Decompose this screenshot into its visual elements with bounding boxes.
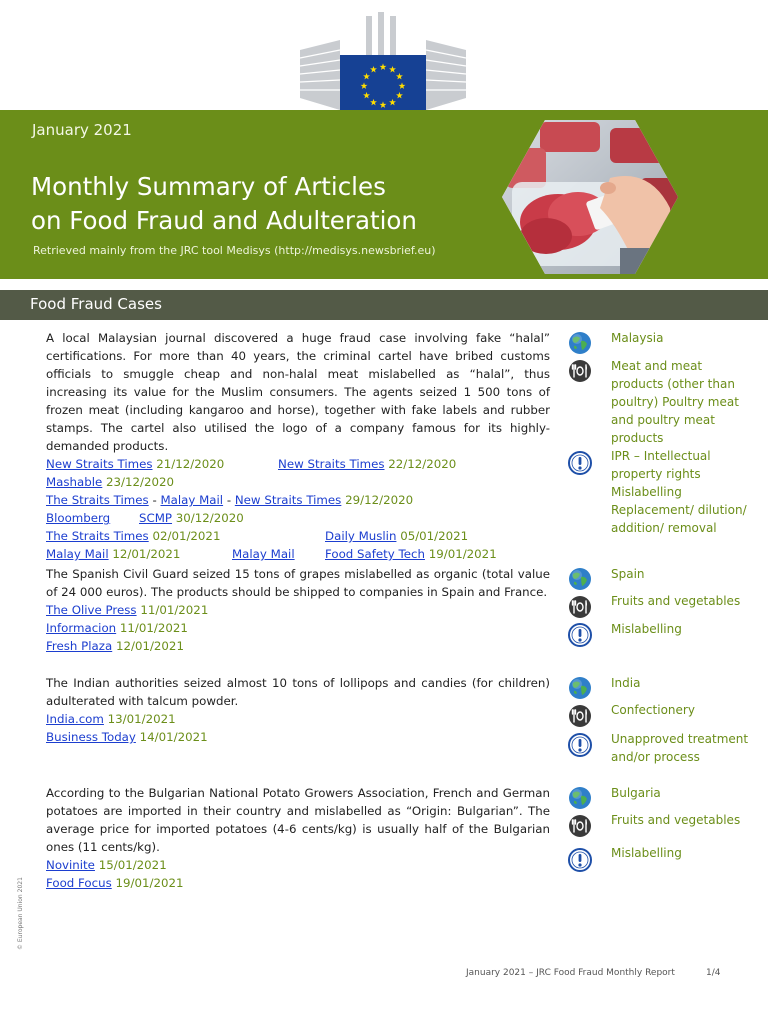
eu-star bbox=[363, 92, 370, 99]
page-number: 1/4 bbox=[706, 968, 721, 978]
eu-star bbox=[396, 92, 403, 99]
source-line bbox=[46, 601, 550, 619]
meat-package-photo bbox=[500, 118, 680, 276]
globe-icon bbox=[568, 786, 592, 810]
eu-star bbox=[370, 99, 377, 106]
source-date: 23/12/2020 bbox=[106, 475, 175, 489]
source-line bbox=[46, 874, 550, 892]
source-date: 12/01/2021 bbox=[115, 639, 184, 653]
source-entry bbox=[46, 619, 188, 637]
source-link[interactable]: India.com bbox=[46, 712, 104, 726]
source-entry bbox=[46, 601, 208, 619]
article-india bbox=[46, 674, 550, 746]
source-date: 11/01/2021 bbox=[119, 621, 188, 635]
source-link[interactable]: Food Focus bbox=[46, 876, 112, 890]
source-entry bbox=[46, 710, 176, 728]
source-date: 05/01/2021 bbox=[400, 529, 469, 543]
eu-flag bbox=[340, 55, 426, 117]
source-link[interactable]: New Straits Times bbox=[46, 457, 153, 471]
eu-star bbox=[380, 101, 387, 108]
source-line bbox=[46, 455, 550, 473]
eu-star bbox=[389, 99, 396, 106]
source-link[interactable]: Food Safety Tech bbox=[325, 547, 425, 561]
cutlery-icon bbox=[568, 359, 592, 383]
source-line bbox=[46, 545, 550, 563]
source-date: 21/12/2020 bbox=[156, 457, 225, 471]
source-entry bbox=[278, 455, 456, 473]
eu-star bbox=[399, 82, 406, 89]
source-line bbox=[46, 637, 550, 655]
source-entry bbox=[46, 509, 110, 527]
source-link[interactable]: Fresh Plaza bbox=[46, 639, 113, 653]
source-entry bbox=[46, 874, 183, 892]
source-link[interactable]: New Straits Times bbox=[278, 457, 385, 471]
exclamation-icon bbox=[568, 451, 592, 475]
source-date: 19/01/2021 bbox=[115, 876, 184, 890]
eu-star bbox=[389, 66, 396, 73]
source-link[interactable]: The Straits Times bbox=[46, 493, 149, 507]
source-date: 15/01/2021 bbox=[98, 858, 167, 872]
category-tag: Confectionery bbox=[611, 703, 695, 717]
exclamation-icon bbox=[568, 733, 592, 757]
source-link[interactable]: Daily Muslin bbox=[325, 529, 397, 543]
article-text: According to the Bulgarian National Potato Growers Association, French and German potatoes are imported in their country and mislabelled as “Origin: Bulgarian”. The average price for imported potatoes (4-6 cents/kg) is usually half of the Bulgarian ones (11 cents/kg). bbox=[46, 786, 550, 854]
source-entry bbox=[46, 545, 180, 563]
source-link[interactable]: Informacion bbox=[46, 621, 117, 635]
country-tag: Bulgaria bbox=[611, 786, 661, 800]
source-link[interactable]: Malay Mail bbox=[46, 547, 109, 561]
cutlery-icon bbox=[568, 704, 592, 728]
source-link[interactable]: The Olive Press bbox=[46, 603, 137, 617]
source-entry bbox=[46, 455, 224, 473]
copyright-text: © European Union 2021 bbox=[17, 877, 24, 950]
copyright-notice bbox=[17, 877, 27, 960]
section-header bbox=[0, 290, 768, 320]
exclamation-icon bbox=[568, 623, 592, 647]
source-line bbox=[46, 491, 550, 509]
source-date: 22/12/2020 bbox=[388, 457, 457, 471]
source-date: 11/01/2021 bbox=[140, 603, 209, 617]
source-line bbox=[46, 856, 550, 874]
category-tag: Fruits and vegetables bbox=[611, 594, 741, 608]
country-tag: India bbox=[611, 676, 641, 690]
issue-tag: Mislabelling bbox=[611, 846, 682, 860]
source-entry bbox=[325, 545, 497, 563]
source-date: 14/01/2021 bbox=[139, 730, 208, 744]
source-line bbox=[46, 473, 550, 491]
globe-icon bbox=[568, 331, 592, 355]
eu-star bbox=[380, 63, 387, 70]
category-tag: Fruits and vegetables bbox=[611, 813, 741, 827]
article-text: The Indian authorities seized almost 10 tons of lollipops and candies (for children) adulterated with talcum powder. bbox=[46, 676, 550, 708]
source-link[interactable]: Bloomberg bbox=[46, 511, 111, 525]
source-line bbox=[46, 710, 550, 728]
page-title bbox=[31, 170, 417, 238]
globe-icon bbox=[568, 676, 592, 700]
article-spain bbox=[46, 565, 550, 655]
source-entry bbox=[139, 509, 244, 527]
source-line bbox=[46, 509, 550, 527]
cutlery-icon bbox=[568, 595, 592, 619]
exclamation-icon bbox=[568, 848, 592, 872]
issue-tag: Mislabelling bbox=[611, 622, 682, 636]
article-text: A local Malaysian journal discovered a huge fraud case involving fake “halal” certifications. For more than 40 years, the criminal cartel have bribed customs officials to smuggle cheap and non-halal meat mislabelled as “halal”, thus increasing its value for the Muslim consumers. The agents seized 1 500 tons of frozen meat (including kangaroo and horse), together with fake labels and rubber stamps. The cartel also utilised the logo of a company famous for its highly-demanded products. bbox=[46, 331, 550, 453]
issue-tag: IPR – Intellectual property rights Mislabelling Replacement/ dilution/ addition/ removal bbox=[611, 449, 747, 535]
source-line bbox=[46, 527, 550, 545]
eu-star bbox=[396, 73, 403, 80]
source-entry: The Straits Times - Malay Mail - New Straits Times 29/12/2020 bbox=[46, 493, 414, 507]
source-link[interactable]: Novinite bbox=[46, 858, 95, 872]
section-title: Food Fraud Cases bbox=[30, 295, 162, 313]
source-link[interactable]: Malay Mail bbox=[232, 547, 295, 561]
source-line bbox=[46, 728, 550, 746]
title-line-2: on Food Fraud and Adulteration bbox=[31, 206, 417, 235]
source-entry bbox=[232, 545, 295, 563]
article-malaysia bbox=[46, 329, 550, 563]
page-footer bbox=[466, 968, 721, 978]
source-link[interactable]: Business Today bbox=[46, 730, 136, 744]
source-date: 13/01/2021 bbox=[107, 712, 176, 726]
country-tag: Spain bbox=[611, 567, 645, 581]
source-entry bbox=[46, 527, 220, 545]
source-entry bbox=[46, 856, 167, 874]
title-line-1: Monthly Summary of Articles bbox=[31, 172, 386, 201]
source-link[interactable]: New Straits Times bbox=[234, 493, 342, 507]
country-tag: Malaysia bbox=[611, 331, 664, 345]
eu-star bbox=[363, 73, 370, 80]
cutlery-icon bbox=[568, 814, 592, 838]
article-text: The Spanish Civil Guard seized 15 tons of grapes mislabelled as organic (total value of 24 000 euros). The products should be shipped to companies in Spain and France. bbox=[46, 567, 550, 599]
category-tag: Meat and meat products (other than poultry) Poultry meat and poultry meat products bbox=[611, 359, 739, 445]
source-link[interactable]: Mashable bbox=[46, 475, 103, 489]
article-bulgaria bbox=[46, 784, 550, 892]
source-line bbox=[46, 619, 550, 637]
eu-star bbox=[370, 66, 377, 73]
source-entry bbox=[325, 527, 468, 545]
footer-report-title: January 2021 – JRC Food Fraud Monthly Report bbox=[466, 968, 675, 978]
source-entry bbox=[46, 728, 208, 746]
source-date: 30/12/2020 bbox=[175, 511, 244, 525]
report-date: January 2021 bbox=[32, 121, 132, 139]
source-date: 29/12/2020 bbox=[345, 493, 414, 507]
source-link[interactable]: The Straits Times bbox=[46, 529, 149, 543]
source-entry bbox=[46, 473, 174, 491]
source-date: 02/01/2021 bbox=[152, 529, 221, 543]
eu-star bbox=[361, 82, 368, 89]
source-link[interactable]: SCMP bbox=[139, 511, 173, 525]
source-date: 19/01/2021 bbox=[428, 547, 497, 561]
source-date: 12/01/2021 bbox=[112, 547, 181, 561]
issue-tag: Unapproved treatment and/or process bbox=[611, 732, 749, 764]
globe-icon bbox=[568, 567, 592, 591]
page-subtitle: Retrieved mainly from the JRC tool Medisys (http://medisys.newsbrief.eu) bbox=[33, 244, 436, 257]
source-entry bbox=[46, 637, 184, 655]
source-link[interactable]: Malay Mail bbox=[160, 493, 224, 507]
